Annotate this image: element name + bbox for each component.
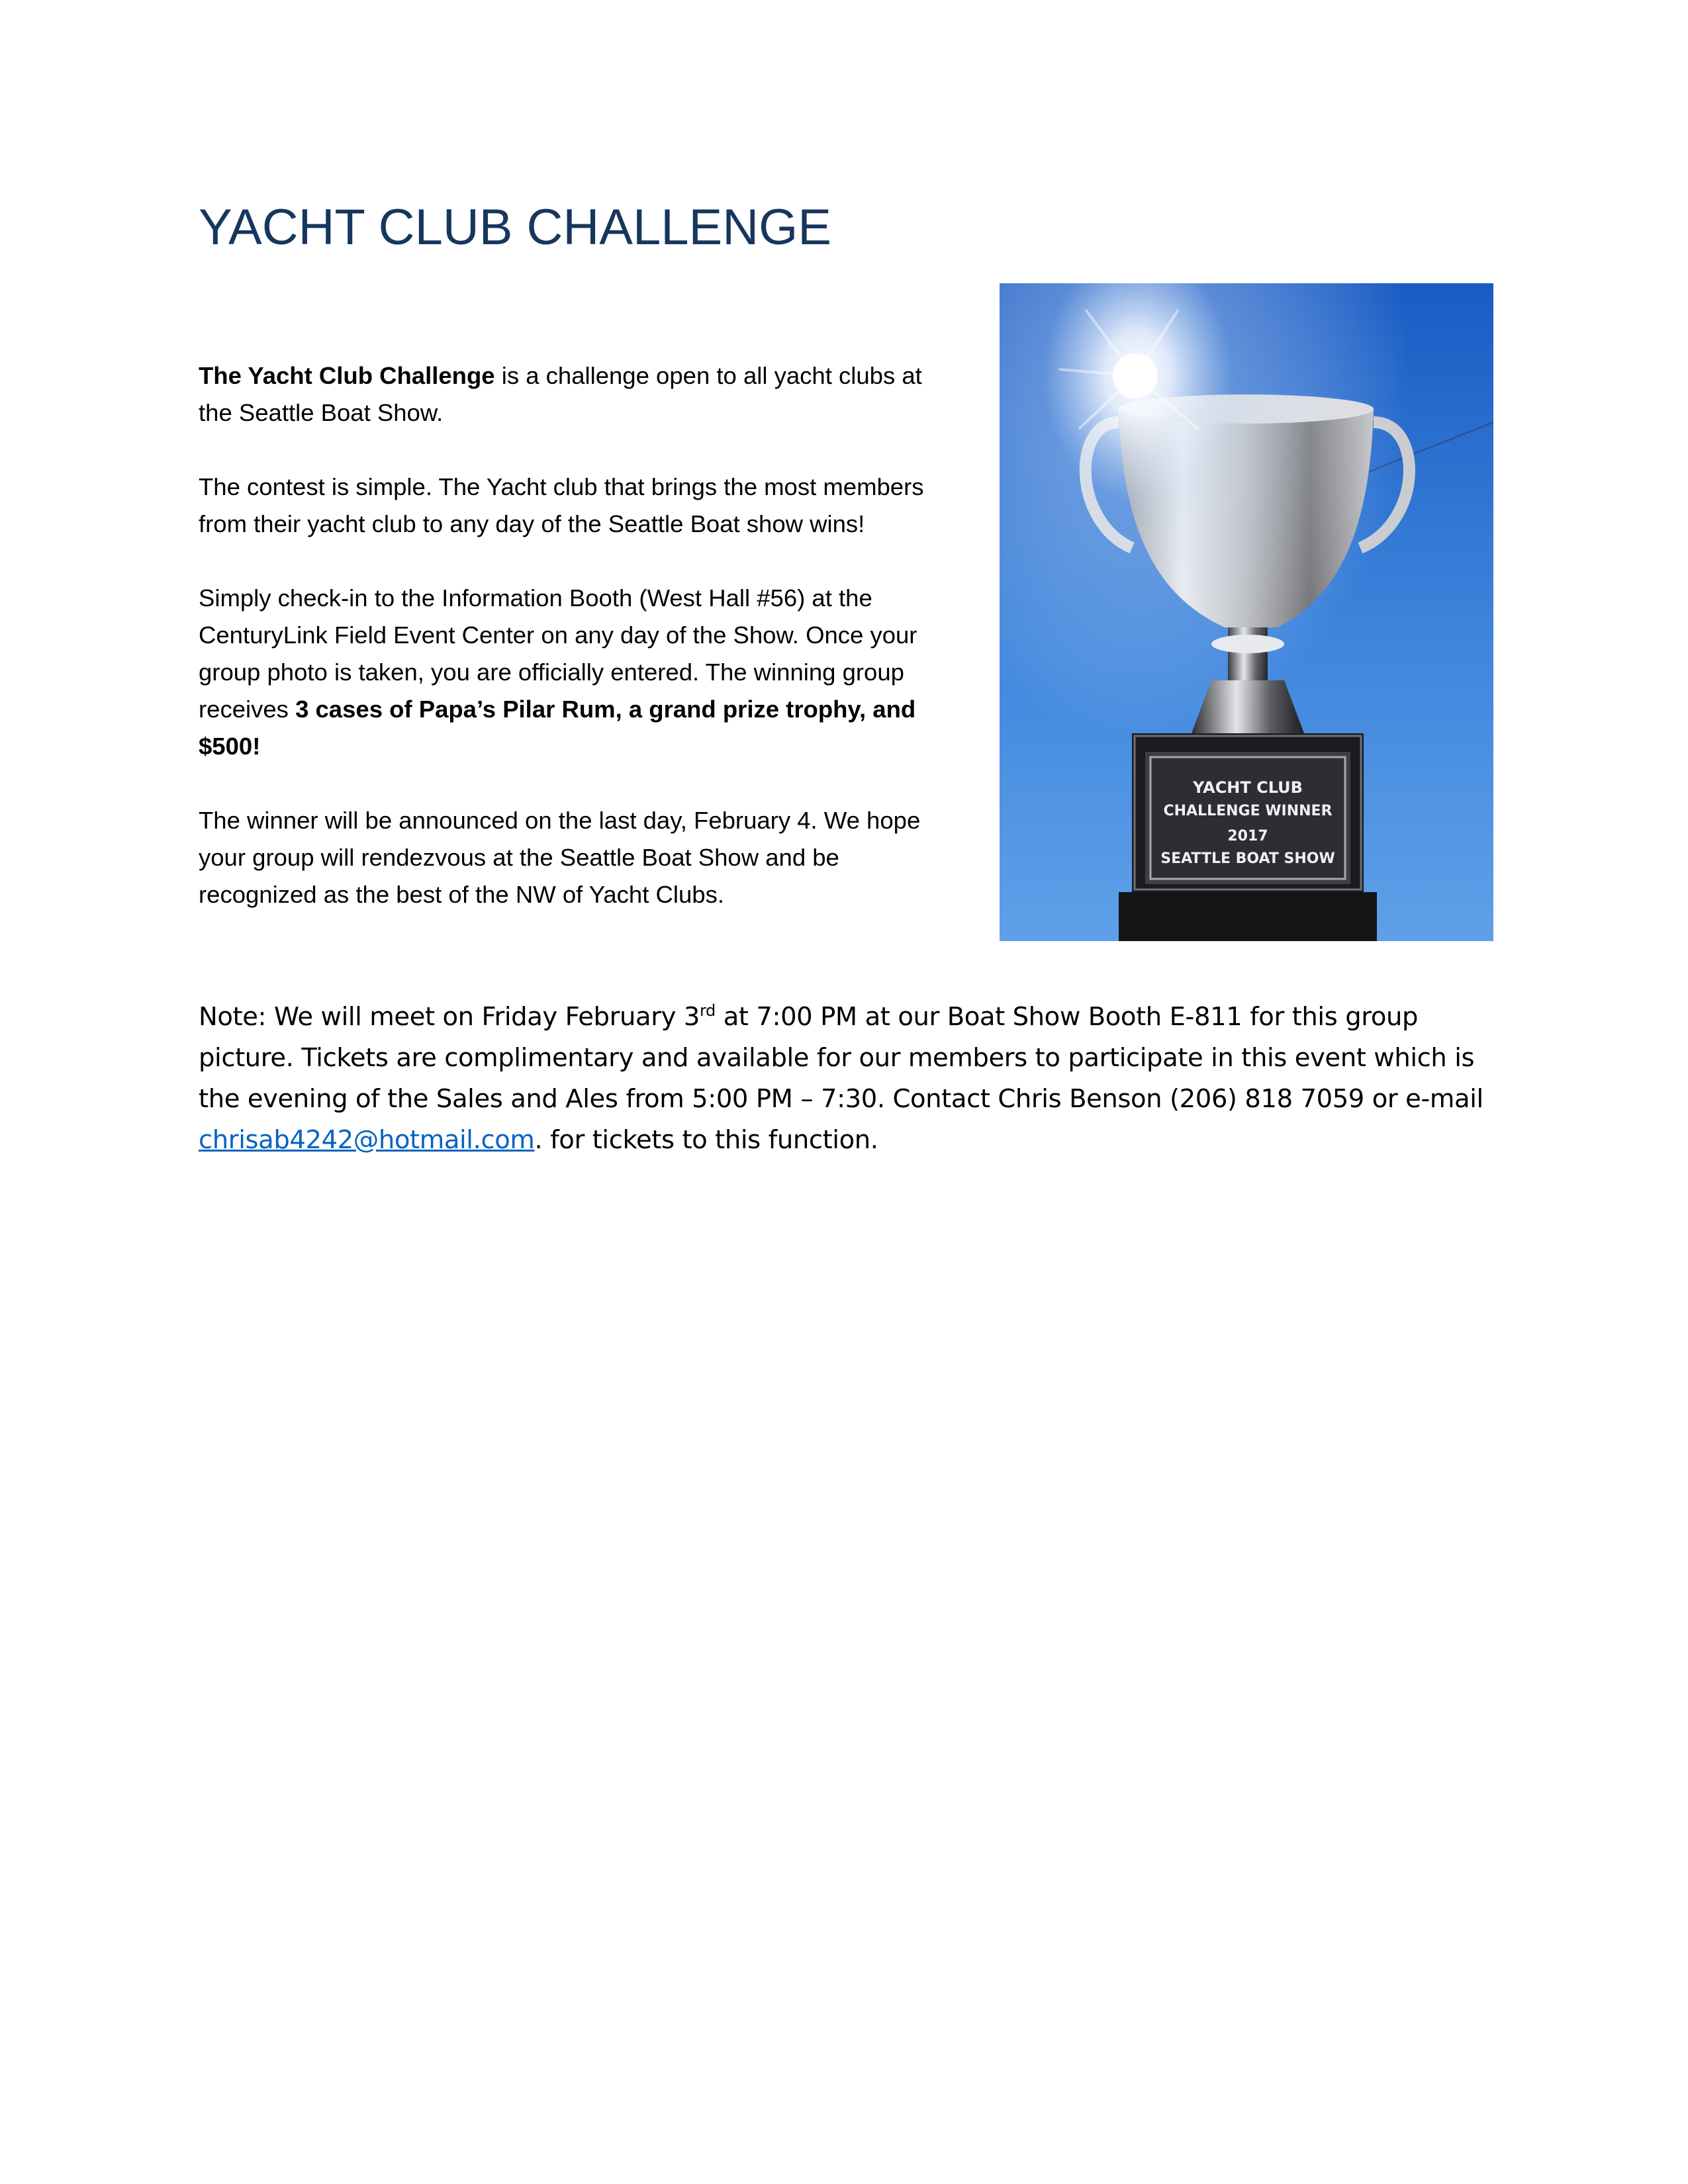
event-name: The Yacht Club Challenge [199,362,495,389]
prize-text: 3 cases of Papa’s Pilar Rum, a grand prize trophy, and $500! [199,696,916,760]
intro-paragraph-3 [199,580,960,765]
intro-paragraph-2: The contest is simple. The Yacht club that brings the most members from their yacht club to any day of the Seattle Boat show wins! [199,473,924,537]
sun-icon [1113,353,1158,398]
note-text-2: at 7:00 PM at our Boat Show Booth E-811 for this group picture. Tickets are complimentary and available for our members to participate in this event which is the evening of the Sales and Ales from 5:00 PM – 7:30. Contact Chris Benson (206) 818 7059 or e-mail [199,1002,1483,1114]
intro-section [199,357,960,913]
note-text-1: Note: We will meet on Friday February 3 [199,1002,700,1032]
intro-paragraph-1 [199,357,960,432]
sun-glare [1000,283,1493,941]
note-paragraph [199,997,1496,1161]
email-link[interactable]: chrisab4242@hotmail.com [199,1125,535,1155]
trophy-photo [1000,283,1493,941]
note-text-3: . for tickets to this function. [534,1125,878,1155]
intro-paragraph-3-text: Simply check-in to the Information Booth (West Hall #56) at the CenturyLink Field Event Center on any day of the Show. Once your group photo is taken, you are officially entered. The winning group receives [199,584,917,723]
intro-paragraph-1-text: is a challenge open to all yacht clubs at the Seattle Boat Show. [199,362,922,426]
page-title: YACHT CLUB CHALLENGE [199,199,831,255]
intro-paragraph-4: The winner will be announced on the last day, February 4. We hope your group will rendezvous at the Seattle Boat Show and be recognized as the best of the NW of Yacht Clubs. [199,807,921,908]
ordinal-suffix: rd [699,1001,716,1021]
